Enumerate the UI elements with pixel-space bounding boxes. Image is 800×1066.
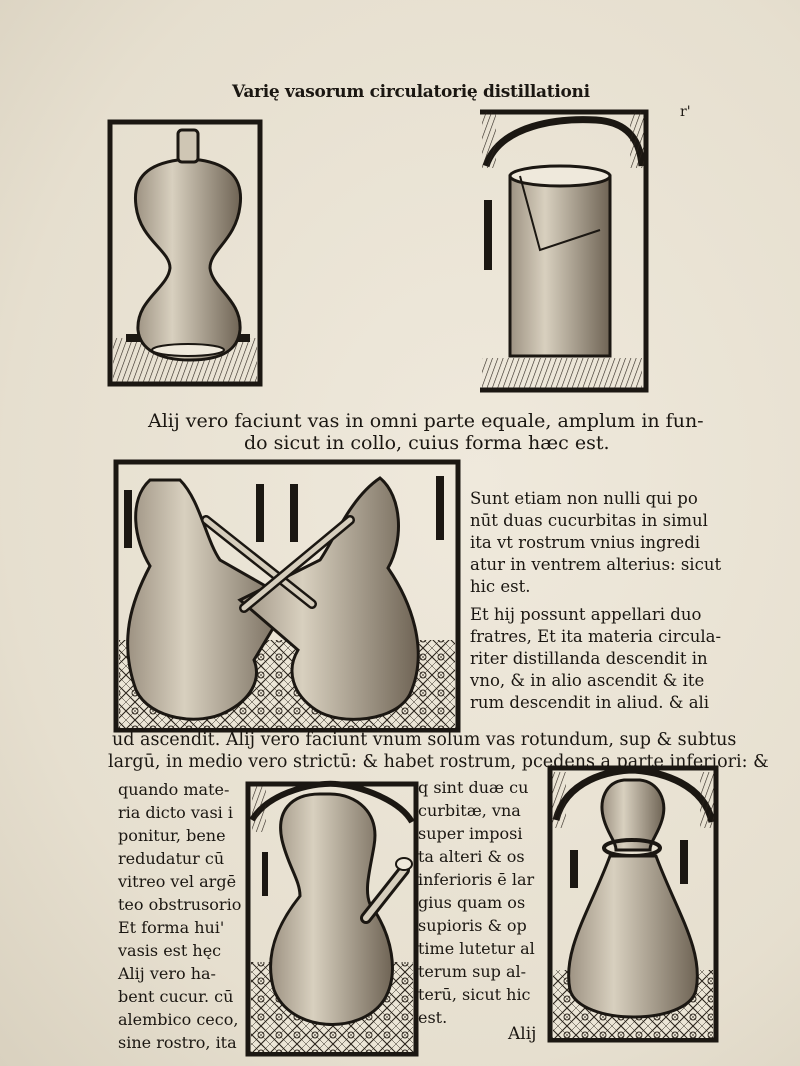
- stacked-cucurbits-woodcut: [550, 768, 716, 1040]
- right-column-line: ita vt rostrum vnius ingredi: [470, 533, 701, 552]
- left-column-line: ponitur, bene: [118, 826, 226, 845]
- page-heading: Varię vasorum circulatorię distillationi: [232, 82, 590, 102]
- middle-column-line: ta alteri & os: [418, 847, 525, 866]
- right-column-line: Sunt etiam non nulli qui po: [470, 489, 698, 508]
- middle-column-line: q sint duæ cu: [418, 778, 529, 797]
- middle-column-line: supioris & op: [418, 916, 527, 935]
- left-column-line: ria dicto vasi i: [118, 803, 233, 822]
- middle-column-line: inferioris ē lar: [418, 870, 535, 889]
- left-column-line: Et forma hui': [118, 918, 225, 937]
- left-column-line: vitreo vel argē: [118, 872, 237, 891]
- left-column-line: bent cucur. cū: [118, 987, 234, 1006]
- catchword: Alij: [508, 1024, 537, 1044]
- left-column-line: quando mate-: [118, 780, 230, 799]
- left-column-line: sine rostro, ita: [118, 1033, 237, 1052]
- right-column-line: nūt duas cucurbitas in simul: [470, 511, 708, 530]
- left-column-line: redudatur cū: [118, 849, 225, 868]
- right-column-line: rum descendit in aliud. & ali: [470, 693, 710, 712]
- cylindrical-vessel-woodcut: [480, 112, 646, 390]
- folio-mark: r': [680, 104, 691, 120]
- middle-column-line: curbitæ, vna: [418, 801, 521, 820]
- left-column-line: Alij vero ha-: [118, 964, 216, 983]
- left-column-line: vasis est hęc: [118, 941, 222, 960]
- right-column-line: hic est.: [470, 577, 531, 596]
- right-column-line: riter distillanda descendit in: [470, 649, 708, 668]
- middle-column-line: time lutetur al: [418, 939, 535, 958]
- right-column-line: fratres, Et ita materia circula-: [470, 627, 722, 646]
- full-width-line: largū, in medio vero strictū: & habet rostrum, pcedens a parte inferiori: &: [108, 752, 769, 772]
- middle-column-line: super imposi: [418, 824, 523, 843]
- full-width-line: ud ascendit. Alij vero faciunt vnum solum vas rotundum, sup & subtus: [112, 730, 737, 750]
- twin-cucurbits-woodcut: [116, 462, 458, 730]
- caption-line: do sicut in collo, cuius forma hæc est.: [244, 432, 610, 454]
- spouted-vessel-woodcut: [248, 784, 416, 1054]
- caption-line: Alij vero faciunt vas in omni parte equale, amplum in fun-: [148, 410, 704, 432]
- middle-column-line: gius quam os: [418, 893, 526, 912]
- middle-column-line: terum sup al-: [418, 962, 527, 981]
- right-column-line: vno, & in alio ascendit & ite: [470, 671, 705, 690]
- right-column-line: atur in ventrem alterius: sicut: [470, 555, 722, 574]
- right-column-line: Et hij possunt appellari duo: [470, 605, 702, 624]
- middle-column-line: terū, sicut hic: [418, 985, 531, 1004]
- middle-column-line: est.: [418, 1008, 448, 1027]
- gourd-flask-woodcut: [110, 122, 260, 384]
- left-column-line: teo obstrusorio: [118, 895, 242, 914]
- left-column-line: alembico ceco,: [118, 1010, 239, 1029]
